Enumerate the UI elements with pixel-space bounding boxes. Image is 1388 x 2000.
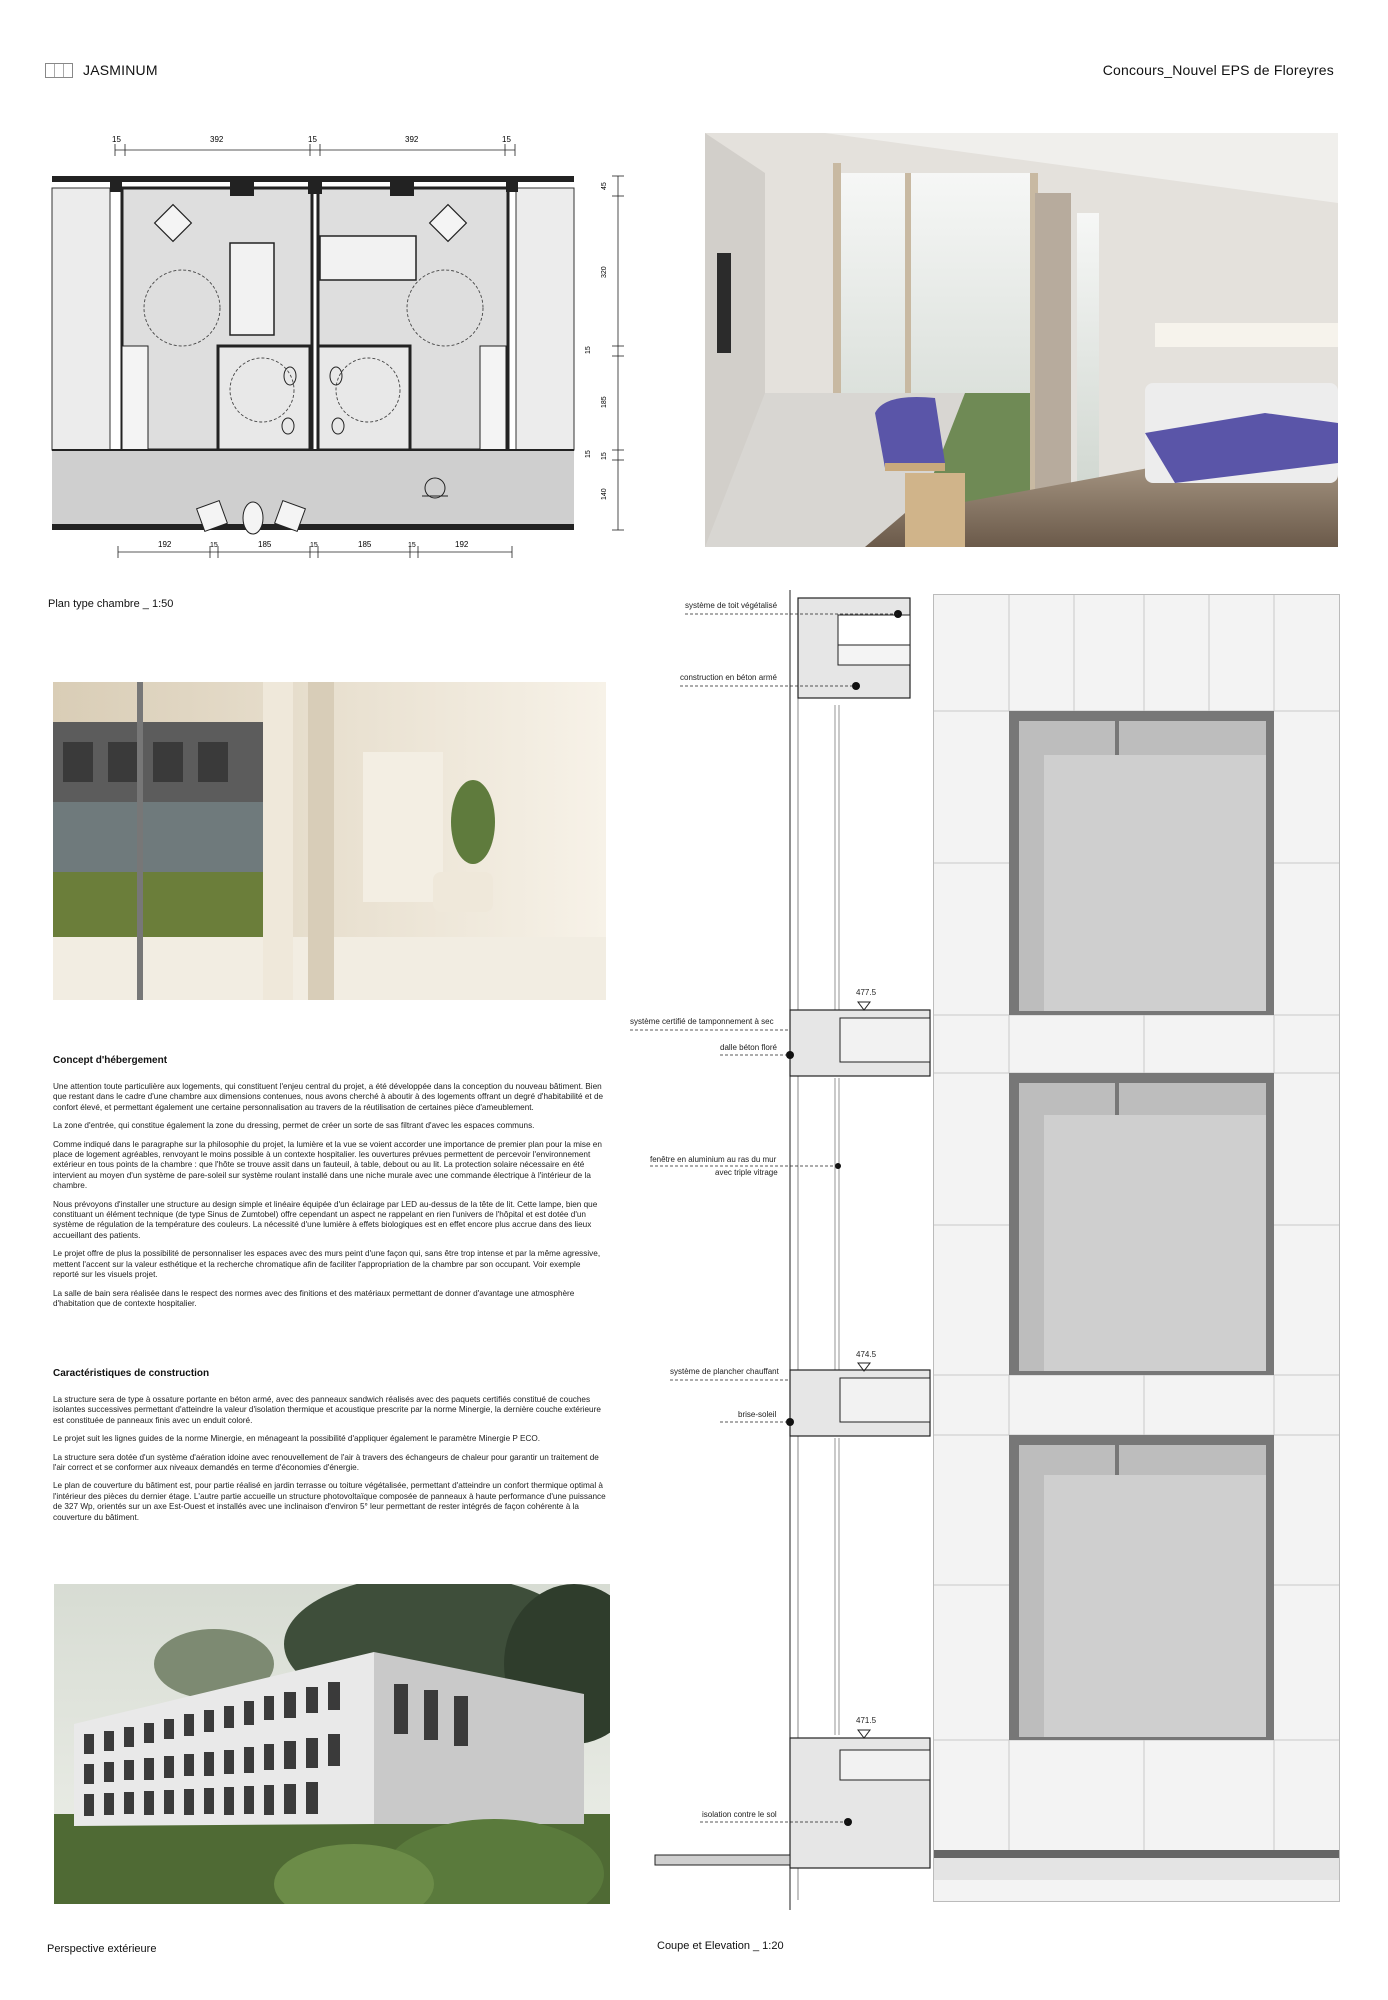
dim-side-3: 15 <box>585 346 592 354</box>
dim-bottom-2: 15 <box>210 542 218 549</box>
level-471: 471.5 <box>856 1716 877 1725</box>
dim-top-1: 15 <box>112 135 121 144</box>
room-render-image <box>705 133 1338 547</box>
dim-side-1: 45 <box>601 182 608 190</box>
level-474: 474.5 <box>856 1350 877 1359</box>
dim-side-7: 140 <box>601 488 608 500</box>
dim-bottom-1: 192 <box>158 540 172 549</box>
corridor-render-image <box>53 682 606 1000</box>
construction-section <box>53 1368 606 1531</box>
exterior-caption: Perspective extérieure <box>47 1943 157 1955</box>
floor-plan-drawing <box>50 128 640 568</box>
label-reinforced-concrete: construction en béton armé <box>680 673 777 682</box>
dim-bottom-7: 192 <box>455 540 469 549</box>
concept-paragraph: Une attention toute particulière aux logements, qui constituent l'enjeu central du projet, a été développée dans la conception du nouveau bâtiment. Bien que restant dans le cadre d'une chambre aux dimensions contenues, nous avons cherché à aboutir à des logements offrant un degré d'habitabilité et de confort élevé, et permettant également une certaine personnalisation au travers de la réutilisation de certaines pièce d'ameublement. <box>53 1082 604 1112</box>
dim-side-2: 320 <box>601 266 608 278</box>
dim-top-3: 15 <box>308 135 317 144</box>
construction-paragraph: La structure sera dotée d'un système d'aération idoine avec renouvellement de l'air à travers des échangeurs de chaleur pour garantir un traitement de l'air correct et se conformer aux niveaux demandés en terme d'économies d'énergie. <box>53 1452 599 1473</box>
project-title: Concours_Nouvel EPS de Floreyres <box>1102 62 1334 78</box>
concept-paragraph: Le projet offre de plus la possibilité de personnaliser les espaces avec des murs peint d'une façon qui, sans être trop intense et par la même agressive, mettent l'accent sur la valeur esthétique et la recherche chromatique afin de faciliter l'appropriation de la chambre par son occupant. Voir exemple reporté sur les visuels projet. <box>53 1249 601 1280</box>
label-triple-glazing: avec triple vitrage <box>715 1168 778 1177</box>
exterior-render <box>54 1584 610 1904</box>
logo-text: JASMINUM <box>83 62 158 78</box>
level-477: 477.5 <box>856 988 877 997</box>
dim-side-4: 185 <box>601 396 608 408</box>
label-heated-floor: système de plancher chauffant <box>670 1367 779 1376</box>
dim-bottom-6: 15 <box>408 542 416 549</box>
logo-icon <box>45 63 73 78</box>
facade-elevation-drawing <box>934 595 1339 1901</box>
corridor-render <box>53 682 606 1000</box>
dim-top-4: 392 <box>405 135 419 144</box>
dim-side-5: 15 <box>585 450 592 458</box>
label-ground-insulation: isolation contre le sol <box>702 1810 777 1819</box>
construction-paragraph: La structure sera de type à ossature portante en béton armé, avec des panneaux sandwich réalisés avec des paquets certifiés constitué de couches isolantes successives permettant d'atteindre la valeur d'isolation thermique et acoustique prescrite par la norme Minergie, la dernière couche extérieure est constituée de panneaux finis avec un enduit coloré. <box>53 1395 601 1425</box>
room-render <box>705 133 1338 547</box>
dim-top-5: 15 <box>502 135 511 144</box>
construction-title: Caractéristiques de construction <box>53 1368 210 1379</box>
label-floor-slab: dalle béton floré <box>720 1043 777 1052</box>
construction-paragraph: Le plan de couverture du bâtiment est, pour partie réalisé en jardin terrasse ou toiture végétalisée, permettant d'atteindre un confort thermique optimal à l'intérieur des pièces du dernier étage. L'autre partie accueille un structure photovoltaïque composée de panneaux à haute performance d'une puissance de 327 Wp, orientés sur un axe Est-Ouest et installés avec une inclinaison d'environ 5° leur permettant de rester intégrés de façon cohérente à la couverture du bâtiment. <box>53 1481 606 1522</box>
concept-section <box>53 1055 606 1317</box>
label-aluminium-window: fenêtre en aluminium au ras du mur <box>650 1155 777 1164</box>
logo <box>45 62 158 78</box>
section-caption: Coupe et Elevation _ 1:20 <box>657 1940 784 1952</box>
concept-paragraph: La salle de bain sera réalisée dans le respect des normes avec des finitions et des matériaux permettant de donner d'avantage une atmosphère d'habitation que de contexte hospitalier. <box>53 1288 575 1308</box>
construction-paragraph: Le projet suit les lignes guides de la norme Minergie, en ménageant la possibilité d'appliquer également le paramètre Minergie P ECO. <box>53 1434 541 1444</box>
label-dry-buffering: système certifié de tamponnement à sec <box>630 1017 774 1026</box>
concept-title: Concept d'hébergement <box>53 1055 168 1066</box>
concept-paragraph: Comme indiqué dans le paragraphe sur la philosophie du projet, la lumière et la vue se voient accorder une importance de premier plan pour la mise en place de logement agréables, renvoyant le moins possible à un contexte hospitalier. les ouvertures prévues permettent de percevoir l'environnement extérieur en tous points de la chambre : que l'hôte se trouve assit dans un fauteuil, à table, debout ou au lit. La protection solaire nécessaire en été intervient au moyen d'un système de pare-soleil sur système roulant installé dans une niche murale avec une commande électrique à l'intérieur de la chambre. <box>53 1139 602 1191</box>
label-sunshade: brise-soleil <box>738 1410 777 1419</box>
dim-side-6: 15 <box>601 452 608 460</box>
plan-caption: Plan type chambre _ 1:50 <box>48 598 174 610</box>
concept-paragraph: La zone d'entrée, qui constitue également la zone du dressing, permet de créer un sorte de sas filtrant d'avec les espaces communs. <box>53 1121 535 1131</box>
exterior-render-image <box>54 1584 610 1904</box>
floor-plan <box>50 128 640 568</box>
dim-top-2: 392 <box>210 135 224 144</box>
dim-bottom-5: 185 <box>358 540 372 549</box>
concept-paragraph: Nous prévoyons d'installer une structure au design simple et linéaire équipée d'un éclairage par LED au-dessus de la tête de lit. Cette lampe, bien que constituant un élément technique (de type Sinus de Zumtobel) offre cependant un aspect ne rappelant en rien l'univers de l'hôpital et est dotée d'un système de régulation de la température des couleurs. La nécessité d'une lumière à effets biologiques est en effet encore plus accrue dans des lieux accueillant des patients. <box>53 1199 598 1240</box>
dim-bottom-4: 15 <box>310 542 318 549</box>
dim-bottom-3: 185 <box>258 540 272 549</box>
label-green-roof: système de toit végétalisé <box>685 601 778 610</box>
facade-elevation <box>933 594 1340 1902</box>
